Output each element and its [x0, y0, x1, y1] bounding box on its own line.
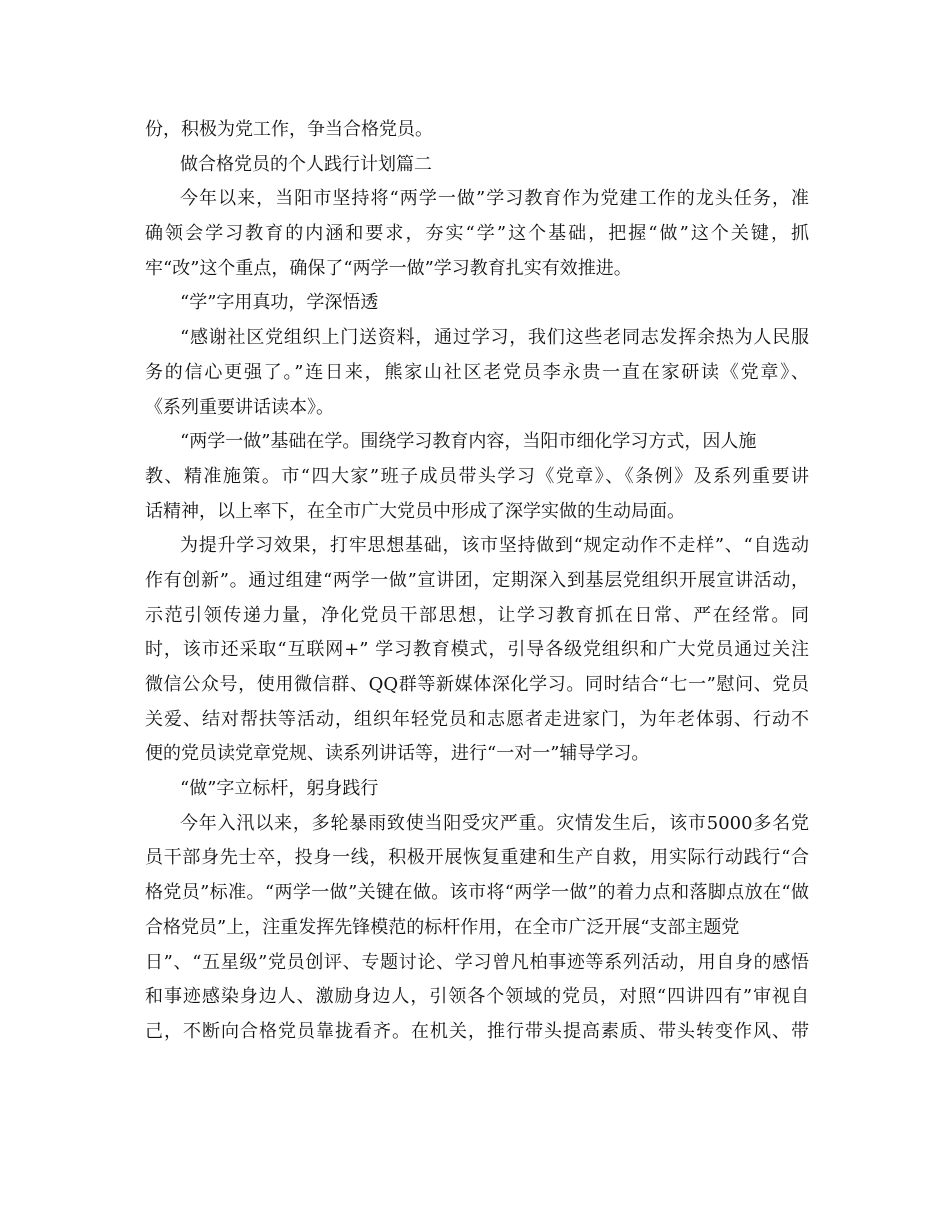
- text-line: 合格党员”上，注重发挥先锋模范的标杆作用，在全市广泛开展“支部主题党: [145, 916, 740, 938]
- document-body: [145, 113, 809, 1050]
- text-line: 和事迹感染身边人、激励身边人，引领各个领域的党员，对照“四讲四有”审视自: [145, 986, 809, 1008]
- text-line: “两学一做”基础在学。围绕学习教育内容，当阳市细化学习方式，因人施: [180, 431, 757, 453]
- text-line: 员干部身先士卒，投身一线，积极开展恢复重建和生产自救，用实际行动践行“合: [145, 847, 809, 869]
- text-line: 确领会学习教育的内涵和要求，夯实“学”这个基础，把握“做”这个关键，抓: [145, 223, 809, 245]
- text-line: 今年入汛以来，多轮暴雨致使当阳受灾严重。灾情发生后，该市5000多名党: [180, 812, 809, 834]
- text-line: 示范引领传递力量，净化党员干部思想，让学习教育抓在日常、严在经常。同: [145, 604, 809, 626]
- text-line: 教、精准施策。市“四大家”班子成员带头学习《党章》、《条例》及系列重要讲: [145, 465, 809, 487]
- text-line: 今年以来，当阳市坚持将“两学一做”学习教育作为党建工作的龙头任务，准: [180, 188, 809, 210]
- text-line: 话精神，以上率下，在全市广大党员中形成了深学实做的生动局面。: [145, 500, 685, 522]
- text-line: 牢“改”这个重点，确保了“两学一做”学习教育扎实有效推进。: [145, 257, 632, 279]
- text-line: 时，该市还采取“互联网+” 学习教育模式，引导各级党组织和广大党员通过关注: [145, 639, 809, 661]
- text-line: 作有创新”。通过组建“两学一做”宣讲团，定期深入到基层党组织开展宣讲活动，: [145, 569, 809, 591]
- text-line: 务的信心更强了。”连日来，熊家山社区老党员李永贵一直在家研读《党章》、: [145, 361, 809, 383]
- text-line: 份，积极为党工作，争当合格党员。: [145, 119, 433, 140]
- text-line: 微信公众号，使用微信群、QQ群等新媒体深化学习。同时结合“七一”慰问、党员: [145, 674, 809, 695]
- text-line: 便的党员读党章党规、读系列讲话等，进行“一对一”辅导学习。: [145, 743, 650, 765]
- text-line: “做”字立标杆，躬身践行: [180, 778, 379, 800]
- text-line: 格党员”标准。“两学一做”关键在做。该市将“两学一做”的着力点和落脚点放在“做: [145, 882, 809, 904]
- text-line: 做合格党员的个人践行计划篇二: [180, 153, 432, 175]
- text-line: 关爱、结对帮扶等活动，组织年轻党员和志愿者走进家门，为年老体弱、行动不: [145, 708, 809, 730]
- text-line: 己，不断向合格党员靠拢看齐。在机关，推行带头提高素质、带头转变作风、带: [145, 1020, 809, 1042]
- text-line: 《系列重要讲话读本》。: [145, 396, 334, 418]
- text-line: 日”、“五星级”党员创评、专题讨论、学习曾凡柏事迹等系列活动，用自身的感悟: [145, 951, 809, 973]
- text-line: “学”字用真功，学深悟透: [180, 292, 379, 314]
- text-line: “感谢社区党组织上门送资料，通过学习，我们这些老同志发挥余热为人民服: [180, 327, 809, 349]
- text-line: 为提升学习效果，打牢思想基础，该市坚持做到“规定动作不走样”、“自选动: [180, 535, 809, 557]
